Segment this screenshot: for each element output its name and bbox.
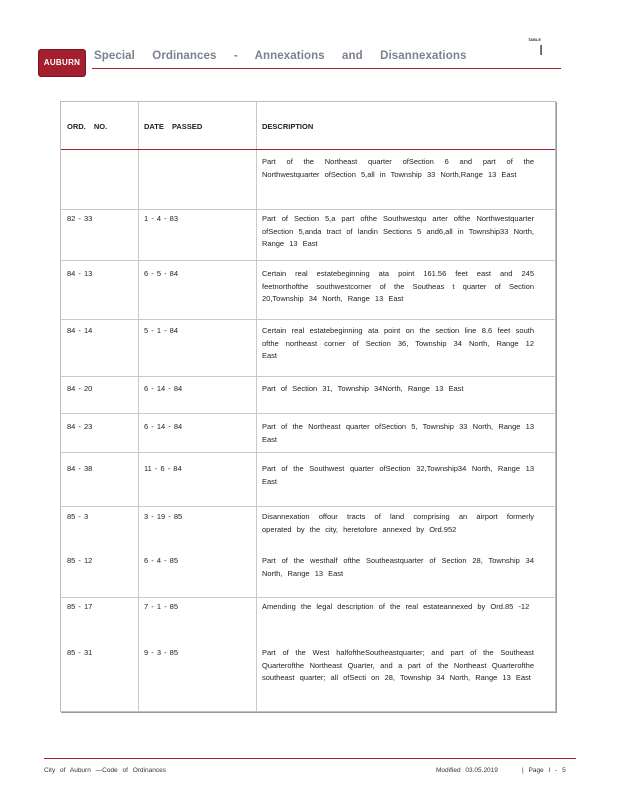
ord-number: 84 - 23	[67, 422, 93, 431]
col-header-description: DESCRIPTION	[262, 122, 314, 131]
description: Part of the Northeast quarter ofSection 6 and part of the Northwestquarter ofSection 5,all in Township 33 North,Range 13 East	[262, 157, 534, 179]
ord-number: 84 - 13	[67, 269, 93, 278]
header-rule	[92, 68, 561, 69]
description: Certain real estatebeginning ata point 161.56 feet east and 245 feetnorthofthe southwestcorner of the Southeas t quarter of Section 20,Township 34 North, Range 13 East	[262, 269, 534, 303]
date-passed: 5 - 1 - 84	[144, 326, 179, 335]
date-passed: 1 - 4 - 83	[144, 214, 179, 223]
table-row	[61, 453, 555, 507]
col-header-date: DATE PASSED	[144, 122, 203, 131]
description: Part of the West halfoftheSoutheastquarter; and part of the Southeast Quarterofthe Northeast Quarter, and a part of the Northeast Quarterofthe southeast quarter; all ofSecti on 28, Township 34 North, Range 13 East	[262, 648, 534, 682]
description: Part of Section 31, Township 34North, Range 13 East	[262, 384, 464, 393]
date-passed: 3 - 19 - 85	[144, 512, 183, 521]
table-row	[61, 377, 555, 414]
ord-number: 85 - 12	[67, 556, 93, 565]
ord-number: 85 - 31	[67, 648, 93, 657]
description: Part of Section 5,a part ofthe Southwestqu arter ofthe Northwestquarter ofSection 5,anda tract of landin Sections 5 and6,all in Township33 North, Range 13 East	[262, 214, 534, 248]
ord-number: 85 - 17	[67, 602, 93, 611]
table-tag: TABLE	[528, 37, 542, 42]
date-passed: 6 - 14 - 84	[144, 422, 183, 431]
table-row	[61, 414, 555, 453]
ordinance-table	[60, 101, 556, 712]
ord-number: 84 - 14	[67, 326, 93, 335]
col-header-ord: ORD. NO.	[67, 122, 108, 131]
date-passed: 6 - 5 - 84	[144, 269, 179, 278]
footer-left: City of Auburn —Code of Ordinances	[44, 767, 166, 774]
date-passed: 7 - 1 - 85	[144, 602, 179, 611]
table-row	[61, 210, 555, 261]
table-row	[61, 261, 555, 320]
date-passed: 9 - 3 - 85	[144, 648, 179, 657]
ord-number: 84 - 38	[67, 464, 93, 473]
table-row	[61, 598, 555, 712]
description: Part of the westhalf ofthe Southeastquarter of Section 28, Township 34 North, Range 13 East	[262, 556, 534, 578]
footer-page: | Page I - 5	[522, 767, 566, 774]
description: Certain real estatebeginning ata point on the section line 8.6 feet south ofthe northeast corner of Section 36, Township 34 North, Range 12 East	[262, 326, 534, 360]
date-passed: 11 - 6 - 84	[144, 464, 182, 473]
ord-number: 84 - 20	[67, 384, 93, 393]
footer-rule	[44, 758, 576, 759]
ord-number: 82 - 33	[67, 214, 93, 223]
logo-text: AUBURN	[43, 58, 81, 67]
description: Disannexation offour tracts of land comprising an airport formerly operated by the city, heretofore annexed by Ord.952	[262, 512, 534, 534]
table-row	[61, 150, 555, 210]
date-passed: 6 - 14 - 84	[144, 384, 183, 393]
table-row	[61, 320, 555, 377]
description: Part of the Southwest quarter ofSection 32,Township34 North, Range 13 East	[262, 464, 534, 486]
table-row	[61, 507, 555, 598]
table-number: I	[539, 42, 544, 59]
footer-modified: Modified 03.05.2019	[436, 767, 498, 774]
auburn-logo	[38, 49, 86, 77]
description: Amending the legal description of the real estateannexed by Ord.85 -12	[262, 602, 530, 611]
description: Part of the Northeast quarter ofSection 5, Township 33 North, Range 13 East	[262, 422, 534, 444]
date-passed: 6 - 4 - 85	[144, 556, 179, 565]
table-header	[61, 102, 555, 150]
ord-number: 85 - 3	[67, 512, 89, 521]
page-title: Special Ordinances - Annexations and Disannexations	[94, 50, 467, 62]
